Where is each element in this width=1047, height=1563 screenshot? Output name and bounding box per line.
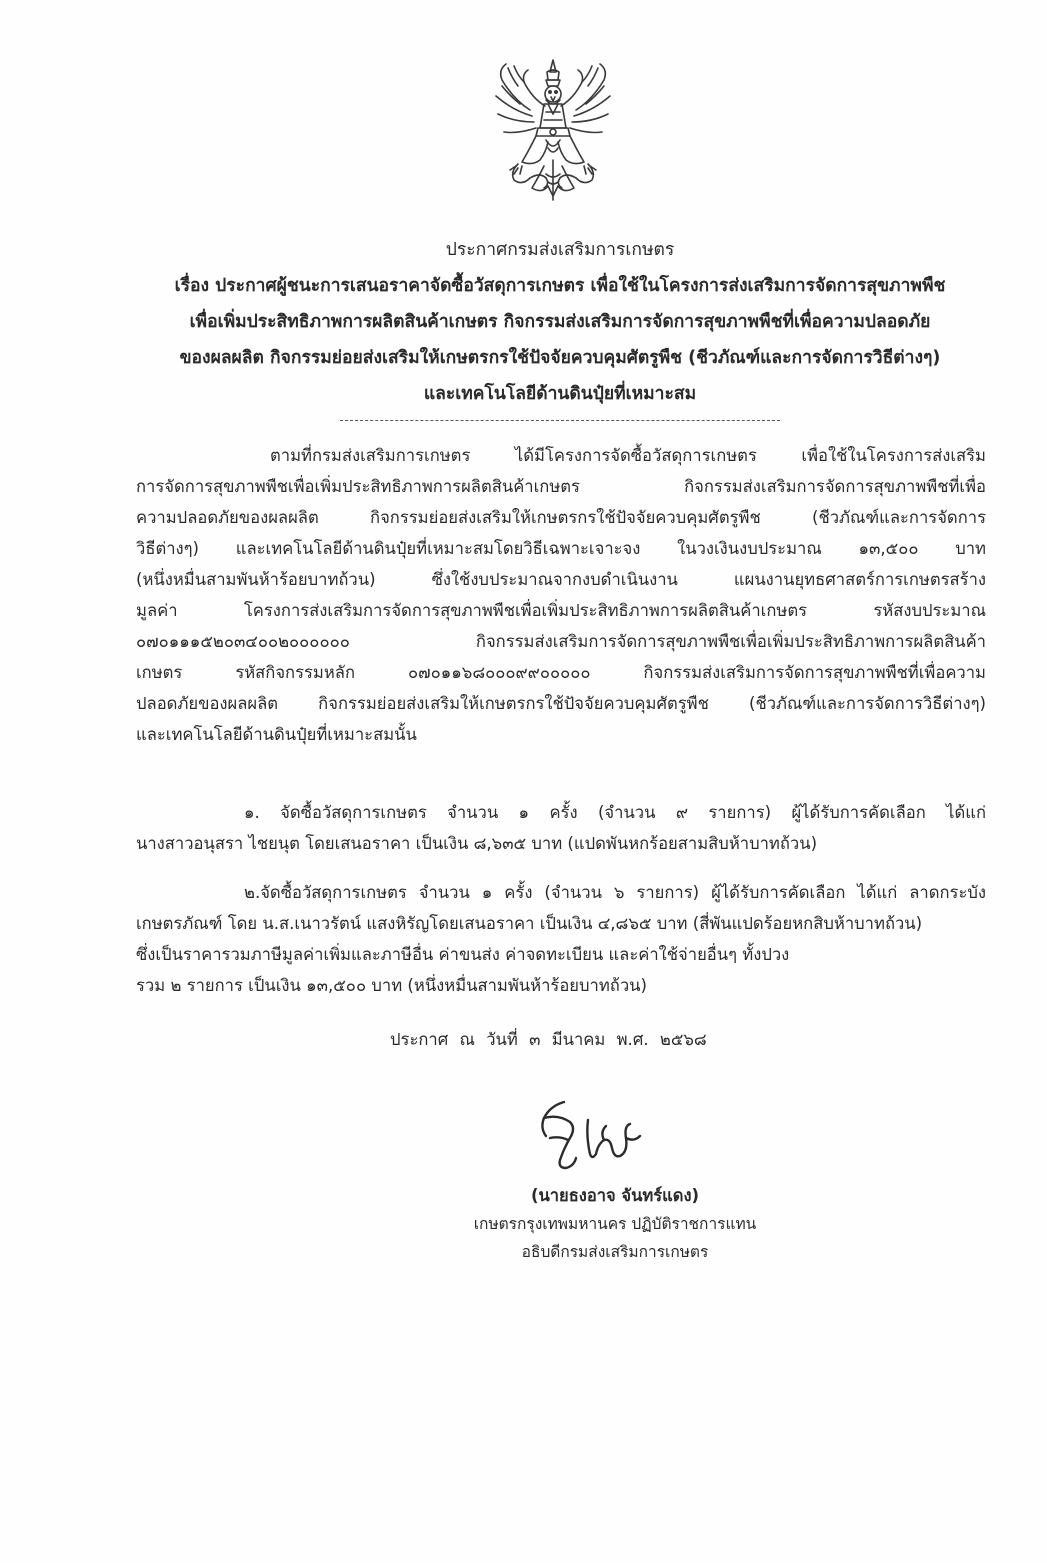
award-item-2 [136, 877, 986, 1001]
heading-divider [340, 420, 780, 421]
handwritten-signature-icon [530, 1096, 660, 1176]
paragraph-line: (หนึ่งหมื่นสามพันห้าร้อยบาทถ้วน) ซึ่งใช้งบประมาณจากงบดำเนินงาน แผนงานยุทธศาสตร์การเกษตรสร้าง [136, 570, 986, 589]
announcement-heading [120, 232, 1000, 412]
paragraph-line: เกษตร รหัสกิจกรรมหลัก ๐๗๐๑๑๖๘๐๐๐๙๙๐๐๐๐๐ กิจกรรมส่งเสริมการจัดการสุขภาพพืชที่เพื่อความ [136, 663, 986, 682]
paragraph-line: มูลค่า โครงการส่งเสริมการจัดการสุขภาพพืชเพื่อเพิ่มประสิทธิภาพการผลิตสินค้าเกษตร รหัสงบประมาณ [136, 601, 986, 620]
paragraph-line: ปลอดภัยของผลผลิต กิจกรรมย่อยส่งเสริมให้เกษตรกรใช้ปัจจัยควบคุมศัตรูพืช (ชีวภัณฑ์และการจัดการวิธีต่างๆ) [136, 694, 986, 713]
item-line: ซึ่งเป็นราคารวมภาษีมูลค่าเพิ่มและภาษีอื่น ค่าขนส่ง ค่าจดทะเบียน และค่าใช้จ่ายอื่นๆ ทั้งปวง [136, 945, 790, 964]
item-line: ๒.จัดซื้อวัสดุการเกษตร จำนวน ๑ ครั้ง (จำนวน ๖ รายการ) ผู้ได้รับการคัดเลือก ได้แก่ ลาดกระบัง [244, 883, 986, 902]
paragraph-line: ๐๗๐๑๑๑๕๒๐๓๔๐๐๒๐๐๐๐๐๐ กิจกรรมส่งเสริมการจัดการสุขภาพพืชเพื่อเพิ่มประสิทธิภาพการผลิตสินค้า [136, 632, 986, 651]
item-line: เกษตรภัณฑ์ โดย น.ส.เนาวรัตน์ แสงหิรัญโดยเสนอราคา เป็นเงิน ๔,๘๖๕ บาท (สี่พันแปดร้อยหกสิบห้าบาทถ้วน) [136, 914, 923, 933]
paragraph-line: การจัดการสุขภาพพืชเพื่อเพิ่มประสิทธิภาพการผลิตสินค้าเกษตร กิจกรรมส่งเสริมการจัดการสุขภาพพืชที่เพื่อ [136, 477, 986, 496]
award-item-1 [136, 797, 986, 859]
item-line: ๑. จัดซื้อวัสดุการเกษตร จำนวน ๑ ครั้ง (จำนวน ๙ รายการ) ผู้ได้รับการคัดเลือก ได้แก่ [244, 803, 986, 822]
paragraph-line: วิธีต่างๆ) และเทคโนโลยีด้านดินปุ๋ยที่เหมาะสมโดยวิธีเฉพาะเจาะจง ในวงเงินงบประมาณ ๑๓,๕๐๐ บาท [136, 539, 986, 558]
subject-line-2: เพื่อเพิ่มประสิทธิภาพการผลิตสินค้าเกษตร กิจกรรมส่งเสริมการจัดการสุขภาพพืชที่เพื่อความปลอดภัย [189, 312, 931, 332]
item-line: นางสาวอนุสรา ไชยนุต โดยเสนอราคา เป็นเงิน ๘,๖๓๕ บาท (แปดพันหกร้อยสามสิบห้าบาทถ้วน) [136, 834, 818, 853]
main-paragraph [136, 440, 986, 750]
subject-line-3: ของผลผลิต กิจกรรมย่อยส่งเสริมให้เกษตรกรใช้ปัจจัยควบคุมศัตรูพืช (ชีวภัณฑ์และการจัดการวิธีต่างๆ) [179, 348, 941, 368]
signer-position: อธิบดีกรมส่งเสริมการเกษตร [521, 1243, 709, 1261]
subject-line-1: เรื่อง ประกาศผู้ชนะการเสนอราคาจัดซื้อวัสดุการเกษตร เพื่อใช้ในโครงการส่งเสริมการจัดการสุขภาพพืช [174, 276, 946, 296]
announcement-title: ประกาศกรมส่งเสริมการเกษตร [445, 240, 675, 260]
signer-block [380, 1182, 850, 1266]
paragraph-line: และเทคโนโลยีด้านดินปุ๋ยที่เหมาะสมนั้น [136, 725, 417, 744]
garuda-emblem-icon [488, 56, 618, 206]
announcement-date: ประกาศ ณ วันที่ ๓ มีนาคม พ.ศ. ๒๕๖๘ [390, 1030, 707, 1049]
signer-position: เกษตรกรุงเทพมหานคร ปฏิบัติราชการแทน [473, 1215, 757, 1233]
item-line: รวม ๒ รายการ เป็นเงิน ๑๓,๕๐๐ บาท (หนึ่งหมื่นสามพันห้าร้อยบาทถ้วน) [136, 976, 647, 995]
paragraph-line: ตามที่กรมส่งเสริมการเกษตร ได้มีโครงการจัดซื้อวัสดุการเกษตร เพื่อใช้ในโครงการส่งเสริม [270, 446, 986, 465]
subject-line-4: และเทคโนโลยีด้านดินปุ๋ยที่เหมาะสม [423, 384, 697, 404]
paragraph-line: ความปลอดภัยของผลผลิต กิจกรรมย่อยส่งเสริมให้เกษตรกรใช้ปัจจัยควบคุมศัตรูพืช (ชีวภัณฑ์และการจัดการ [136, 508, 986, 527]
signer-name: (นายธงอาจ จันทร์แดง) [530, 1186, 700, 1205]
